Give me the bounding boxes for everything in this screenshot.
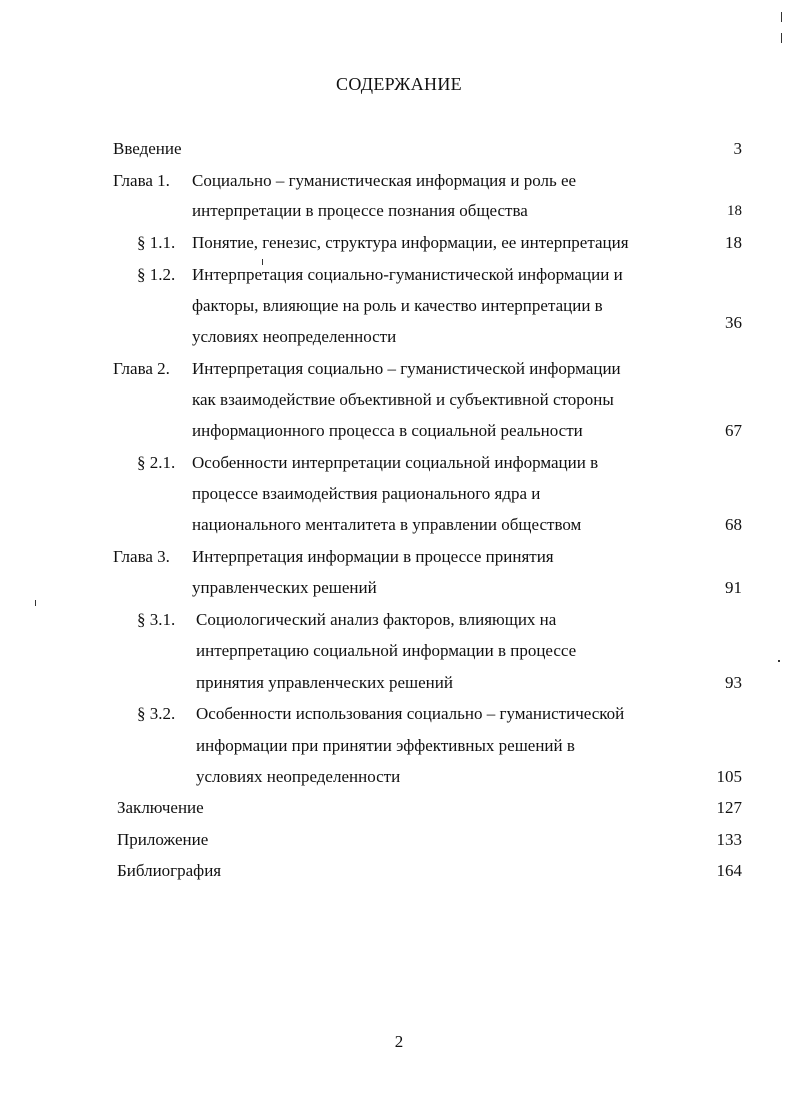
toc-section32-label: § 3.2.	[137, 704, 176, 723]
toc-intro-label: Введение	[113, 139, 182, 158]
toc-bibliography-label: Библиография	[117, 861, 222, 880]
toc-appendix-label: Приложение	[117, 830, 209, 849]
toc-section32-line3: условиях неопределенности	[196, 767, 401, 786]
toc-intro-page: 3	[733, 139, 742, 158]
scan-speck	[781, 12, 782, 22]
toc-chapter2-line2: как взаимодействие объективной и субъективной стороны	[192, 390, 614, 409]
toc-chapter2-label: Глава 2.	[113, 359, 170, 378]
toc-section12-line2: факторы, влияющие на роль и качество интерпретации в	[192, 296, 603, 315]
toc-section31-label: § 3.1.	[137, 610, 176, 629]
toc-conclusion-label: Заключение	[117, 798, 204, 817]
toc-chapter2-line1: Интерпретация социально – гуманистической информации	[192, 359, 621, 378]
toc-section21-line2: процессе взаимодействия рационального ядра и	[192, 484, 541, 503]
toc-section32-line2: информации при принятии эффективных решений в	[196, 736, 575, 755]
toc-chapter3-line2: управленческих решений	[192, 578, 377, 597]
toc-section31-page: 93	[725, 673, 742, 692]
toc-chapter2-line3: информационного процесса в социальной реальности	[192, 421, 583, 440]
toc-chapter1-line1: Социально – гуманистическая информация и роль ее	[192, 171, 577, 190]
toc-section31-line3: принятия управленческих решений	[196, 673, 453, 692]
toc-section32-page: 105	[716, 767, 742, 786]
toc-chapter3-page: 91	[725, 578, 742, 597]
toc-section12-line3: условиях неопределенности	[192, 327, 397, 346]
toc-chapter3-line1: Интерпретация информации в процессе принятия	[192, 547, 554, 566]
toc-section12-label: § 1.2.	[137, 265, 176, 284]
toc-section21-page: 68	[725, 515, 742, 534]
scan-speck	[778, 660, 780, 662]
scan-speck	[35, 600, 36, 606]
toc-section12-page: 36	[725, 313, 742, 332]
toc-section11-page: 18	[725, 233, 742, 252]
scan-speck	[781, 33, 782, 43]
toc-chapter1-page: 18	[727, 203, 742, 219]
toc-section21-label: § 2.1.	[137, 453, 176, 472]
page-number: 2	[394, 1032, 404, 1051]
toc-section31-line1: Социологический анализ факторов, влияющих на	[196, 610, 557, 629]
toc-chapter3-label: Глава 3.	[113, 547, 170, 566]
toc-bibliography-page: 164	[716, 861, 742, 880]
toc-chapter2-page: 67	[725, 421, 742, 440]
toc-section21-line1: Особенности интерпретации социальной информации в	[192, 453, 599, 472]
toc-chapter1-label: Глава 1.	[113, 171, 170, 190]
toc-appendix-page: 133	[716, 830, 742, 849]
scan-speck	[262, 259, 263, 265]
toc-section12-line1: Интерпретация социально-гуманистической информации и	[192, 265, 623, 284]
toc-conclusion-page: 127	[716, 798, 742, 817]
toc-section11-line1: Понятие, генезис, структура информации, ее интерпретация	[192, 233, 629, 252]
toc-chapter1-line2: интерпретации в процессе познания общества	[192, 201, 528, 220]
toc-section32-line1: Особенности использования социально – гуманистической	[196, 704, 625, 723]
toc-section21-line3: национального менталитета в управлении обществом	[192, 515, 582, 534]
toc-section11-label: § 1.1.	[137, 233, 176, 252]
page-title: СОДЕРЖАНИЕ	[336, 74, 462, 94]
toc-section31-line2: интерпретацию социальной информации в процессе	[196, 641, 577, 660]
